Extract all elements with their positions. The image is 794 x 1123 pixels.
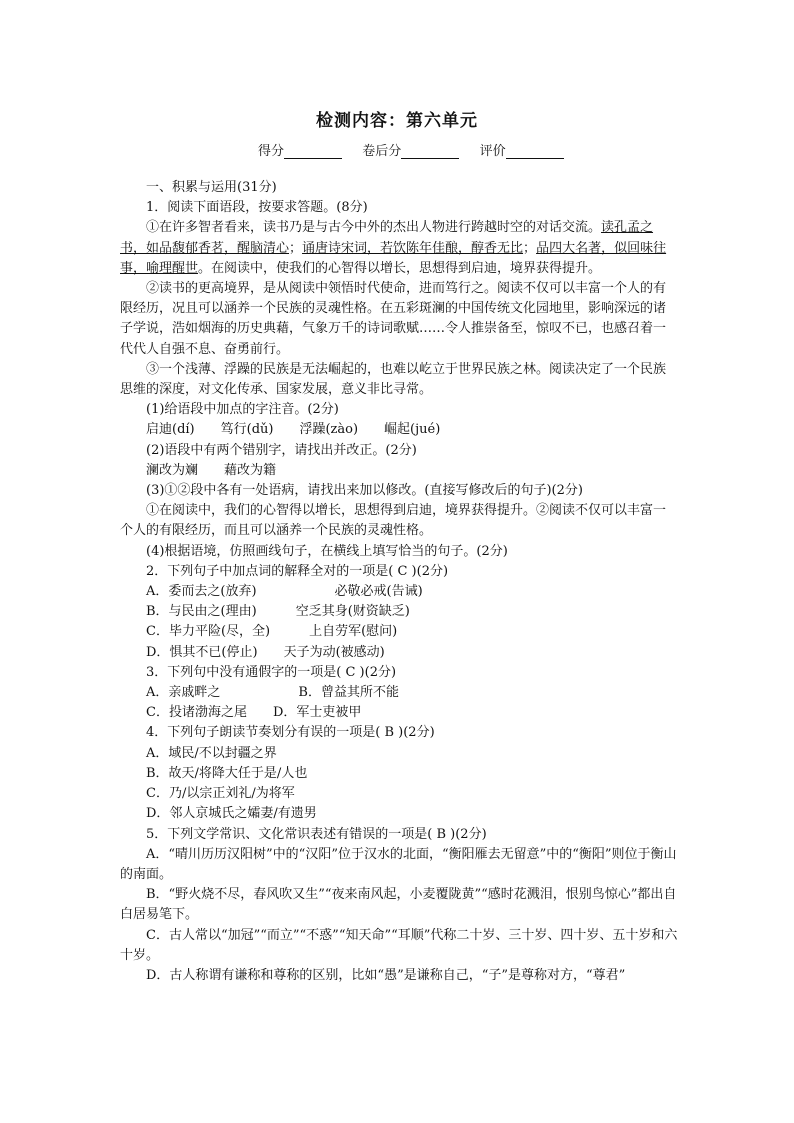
- question-5-stem: 5．下列文学常识、文化常识表述有错误的一项是( B )(2分): [146, 826, 487, 842]
- sub-answer-2: 澜改为斓 藉改为籍: [146, 462, 277, 478]
- evaluation-blank[interactable]: [506, 144, 564, 159]
- question-4-option-d: D．邻人京城氏之孀妻/有遗男: [146, 806, 317, 822]
- underlined-sentence-1: 读孔孟之书，如品馥郁香茗，醒脑清心: [120, 220, 654, 256]
- question-2-option-c: C．毕力平险(尽，全) 上自劳军(慰问): [146, 624, 398, 640]
- passage-paragraph-2: ②读书的更高境界，是从阅读中领悟时代使命，进而笃行之。阅读不仅可以丰富一个人的有限经历，况且可以涵养一个民族的灵魂性格。在五彩斑澜的中国传统文化园地里，影响深远的诸子学说，浩如烟海的历史典藉，气象万千的诗词歌赋……令人推崇备至，惊叹不已，也感召着一代代人自强不息、奋勇前行。: [120, 281, 667, 357]
- score-label: 得分: [258, 144, 285, 159]
- question-5-option-c: C．古人常以“加冠”“而立”“不惑”“知天命”“耳顺”代称二十岁、三十岁、四十岁、五十岁和六十岁。: [120, 927, 678, 963]
- question-5-option-b: B．“野火烧不尽，春风吹又生”“夜来南风起，小麦覆陇黄”“感时花溅泪，恨别鸟惊心”都出自白居易笔下。: [120, 887, 677, 923]
- sub-answer-3: ①在阅读中，我们的心智得以增长，思想得到启迪，境界获得提升。②阅读不仅可以丰富一个人的有限经历，而且可以涵养一个民族的灵魂性格。: [120, 503, 667, 539]
- question-4-option-a: A．域民/不以封疆之界: [146, 745, 277, 761]
- score-line: [258, 140, 588, 159]
- sub-answer-1: 启迪(dí) 笃行(dǔ) 浮躁(zào) 崛起(jué): [146, 422, 441, 438]
- document-body: [120, 178, 678, 986]
- question-5-option-d: D．古人称谓有谦称和尊称的区别，比如“愚”是谦称自己，“子”是尊称对方，“尊君”: [146, 967, 626, 983]
- question-3-options-ab: A．亲戚畔之 B．曾益其所不能: [146, 685, 399, 701]
- final-score-label: 卷后分: [362, 144, 402, 159]
- question-3-options-cd: C．投诸渤海之尾 D．军士吏被甲: [146, 705, 362, 721]
- section-heading: 一、积累与运用(31分): [146, 180, 277, 195]
- question-2-stem: 2．下列句子中加点词的解释全对的一项是( C )(2分): [146, 563, 449, 579]
- question-4-option-b: B．故天/将降大任于是/人也: [146, 765, 308, 781]
- question-2-option-d: D．惧其不已(停止) 天子为动(被感动): [146, 644, 385, 660]
- underlined-sentence-3: 品四大名著，似回味往事，喻理醒世: [120, 240, 667, 276]
- question-5-option-a: A．“晴川历历汉阳树”中的“汉阳”位于汉水的北面，“衡阳雁去无留意”中的“衡阳”则位于衡山的南面。: [120, 846, 677, 882]
- underlined-sentence-2: 诵唐诗宋词，若饮陈年佳酿，醇香无比: [302, 240, 524, 256]
- question-1-stem: 1．阅读下面语段，按要求答题。(8分): [146, 200, 368, 216]
- sub-question-1: (1)给语段中加点的字注音。(2分): [146, 402, 339, 418]
- final-score-blank[interactable]: [401, 144, 459, 159]
- sub-question-3: (3)①②段中各有一处语病，请找出来加以修改。(直接写修改后的句子)(2分): [146, 483, 583, 499]
- question-2-option-b: B．与民由之(理由) 空乏其身(财资缺乏): [146, 604, 410, 620]
- question-4-stem: 4．下列句子朗读节奏划分有误的一项是( B )(2分): [146, 725, 435, 741]
- question-3-stem: 3．下列句中没有通假字的一项是( C )(2分): [146, 664, 397, 680]
- sub-question-2: (2)语段中有两个错别字，请找出并改正。(2分): [146, 442, 417, 458]
- question-2-option-a: A．委而去之(放弃) 必敬必戒(告诫): [146, 584, 423, 600]
- score-blank[interactable]: [284, 144, 342, 159]
- question-4-option-c: C．乃/以宗正刘礼/为将军: [146, 786, 295, 802]
- page-title: 检测内容：第六单元: [316, 111, 478, 131]
- sub-question-4: (4)根据语境，仿照画线句子，在横线上填写恰当的句子。(2分): [146, 543, 508, 559]
- passage-paragraph-1: ①在许多智者看来，读书乃是与古今中外的杰出人物进行跨越时空的对话交流。读孔孟之书，如品馥郁香茗，醒脑清心；诵唐诗宋词，若饮陈年佳酿，醇香无比；品四大名著，似回味往事，喻理醒世。在阅读中，使我们的心智得以增长，思想得到启迪，境界获得提升。: [120, 220, 667, 276]
- evaluation-label: 评价: [479, 144, 506, 159]
- passage-paragraph-3: ③一个浅薄、浮躁的民族是无法崛起的，也难以屹立于世界民族之林。阅读决定了一个民族思维的深度，对文化传承、国家发展，意义非比寻常。: [120, 361, 667, 398]
